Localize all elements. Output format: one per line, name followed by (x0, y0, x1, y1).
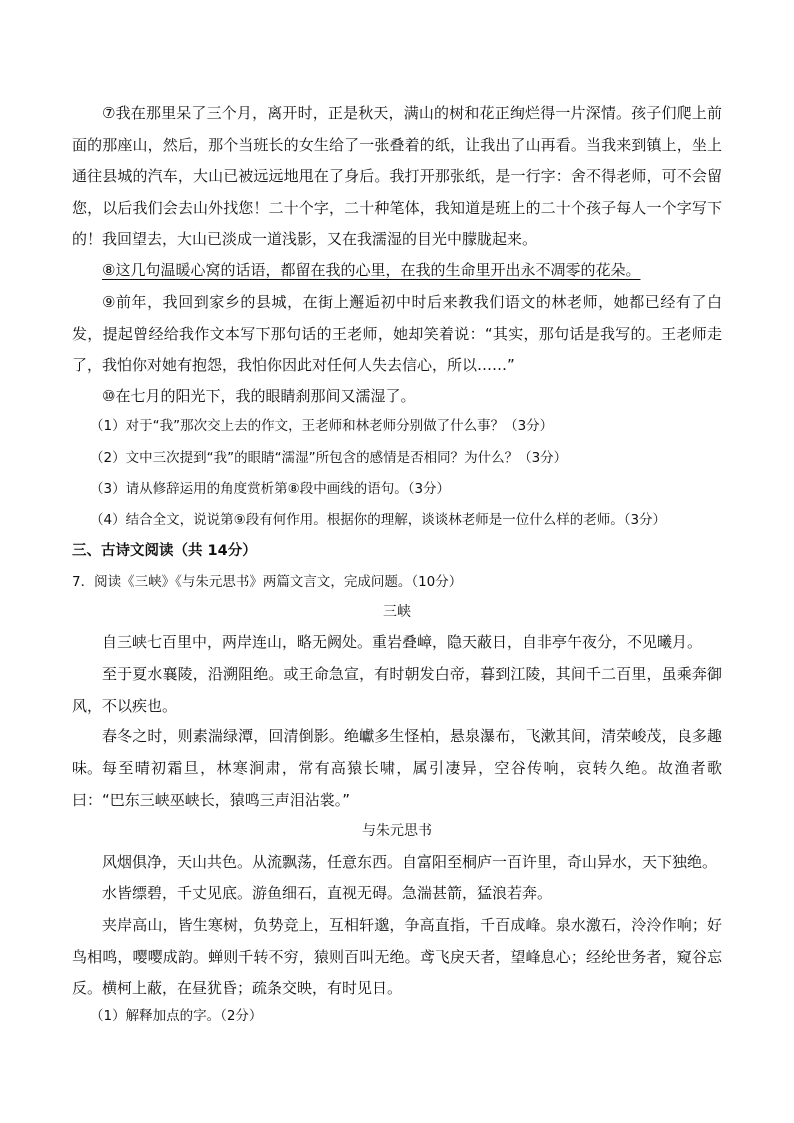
zhu-title: 与朱元思书 (362, 823, 432, 839)
final-question: （1）解释加点的字。（2分） (90, 1008, 263, 1024)
zhu-paragraph-1: 风烟俱净，天山共色。从流飘荡，任意东西。自富阳至桐庐一百许里，奇山异水，天下独绝。 (102, 853, 718, 871)
question-2: （2）文中三次提到“我”的眼睛“濡湿”所包含的感情是否相同？为什么？（3分） (90, 450, 568, 466)
paragraph-10: ⑩在七月的阳光下，我的眼睛刹那间又濡湿了。 (102, 387, 416, 405)
zhu-paragraph-3: 夹岸高山，皆生寒树，负势竞上，互相轩邈，争高直指，千百成峰。泉水激石，泠泠作响；好鸟相鸣，嘤嘤成韵。蝉则千转不穷，猿则百叫无绝。鸢飞戾天者，望峰息心；经纶世务者，窥谷忘反。横柯上蔽，在昼犹昏；疏条交映，有时见日。 (72, 916, 722, 997)
section-heading: 三、古诗文阅读（共 14分） (72, 543, 257, 559)
underlined-sentence: ⑧这几句温暖心窝的话语，都留在我的心里，在我的生命里开出永不凋零的花朵。 (102, 261, 641, 279)
paragraph-7: ⑦我在那里呆了三个月，离开时，正是秋天，满山的树和花正绚烂得一片深情。孩子们爬上前面的那座山，然后，那个当班长的女生给了一张叠着的纸，让我出了山再看。当我来到镇上，坐上通往县城的汽车，大山已被远远地甩在了身后。我打开那张纸，是一行字：舍不得老师，可不会留您，以后我们会去山外找您！二十个字，二十种笔体，我知道是班上的二十个孩子每人一个字写下的！我回望去，大山已淡成一道浅影，又在我濡湿的目光中朦胧起来。 (72, 104, 722, 248)
paragraph-8 (72, 255, 722, 287)
sanxia-paragraph-2: 至于夏水襄陵，沿溯阻绝。或王命急宣，有时朝发白帝，暮到江陵，其间千二百里，虽乘奔御风，不以疾也。 (72, 665, 722, 715)
sanxia-paragraph-3: 春冬之时，则素湍绿潭，回清倒影。绝巘多生怪柏，悬泉瀑布，飞漱其间，清荣峻茂，良多趣味。 (72, 727, 722, 777)
sanxia-title: 三峡 (383, 604, 411, 620)
item-7-prompt: 7．阅读《三峡》《与朱元思书》两篇文言文，完成问题。（10分） (72, 574, 463, 590)
zhu-paragraph-2: 水皆缥碧，千丈见底。游鱼细石，直视无碍。急湍甚箭，猛浪若奔。 (102, 884, 553, 902)
sanxia-paragraph-1: 自三峡七百里中，两岸连山，略无阙处。重岩叠嶂，隐天蔽日，自非亭午夜分，不见曦月。 (102, 633, 703, 651)
question-4: （4）结合全文，说说第⑨段有何作用。根据你的理解，谈谈林老师是一位什么样的老师。（3分） (90, 512, 667, 528)
sanxia-paragraph-4: 每至晴初霜旦，林寒涧肃，常有高猿长啸，属引凄异，空谷传响，哀转久绝。故渔者歌曰：“巴东三峡巫峡长，猿鸣三声泪沾裳。” (72, 759, 722, 809)
paragraph-9: ⑨前年，我回到家乡的县城，在街上邂逅初中时后来教我们语文的林老师，她都已经有了白发，提起曾经给我作文本写下那句话的王老师，她却笑着说：“其实，那句话是我写的。王老师走了，我怕你对她有抱怨，我怕你因此对任何人失去信心，所以……” (72, 293, 722, 374)
question-1: （1）对于“我”那次交上去的作文，王老师和林老师分别做了什么事？（3分） (90, 418, 554, 434)
question-3: （3）请从修辞运用的角度赏析第⑧段中画线的语句。（3分） (90, 481, 451, 497)
